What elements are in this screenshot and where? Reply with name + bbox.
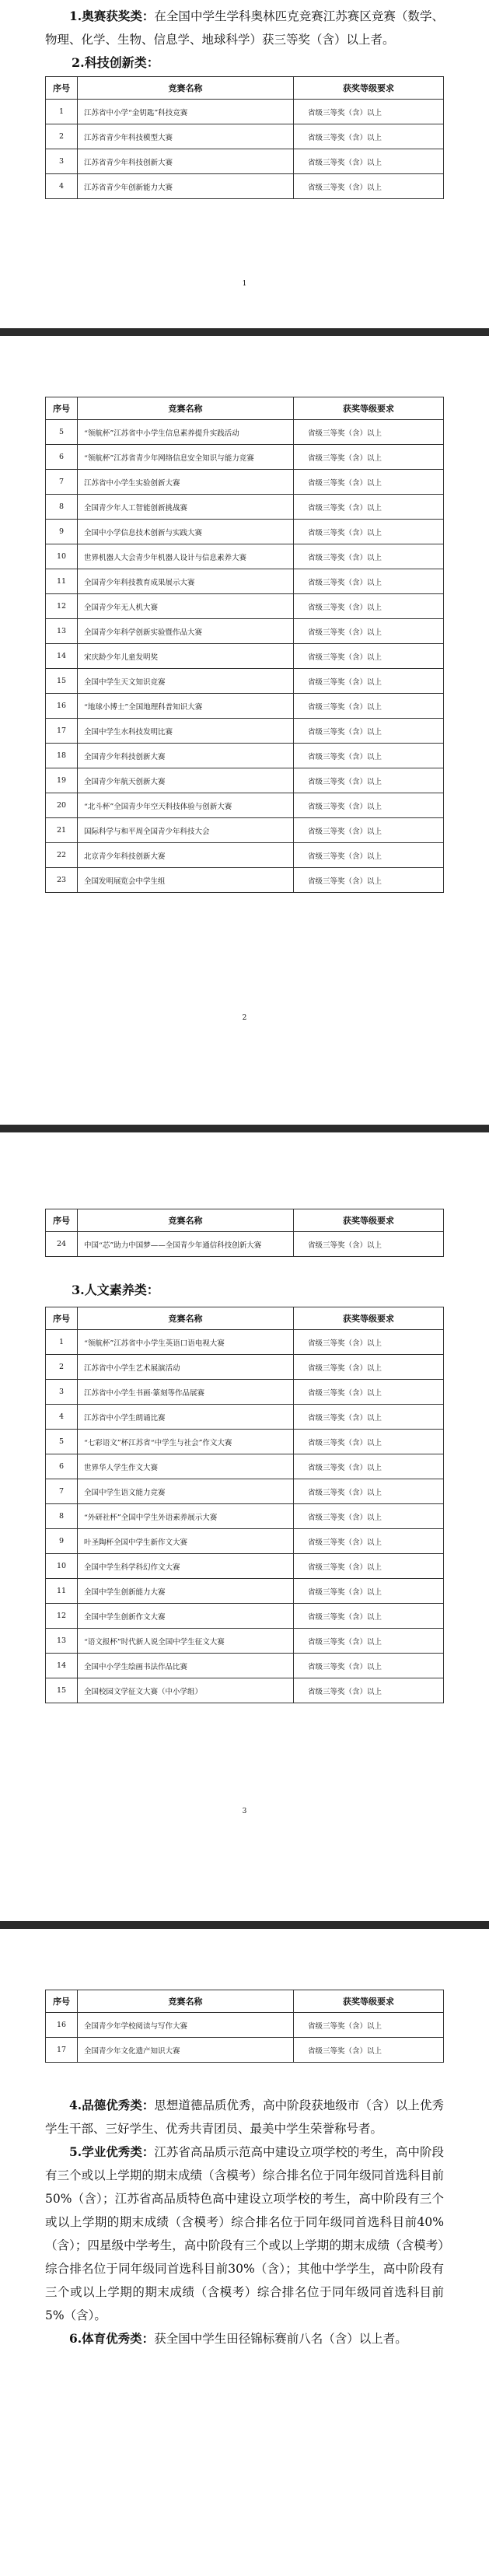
competition-name: 全国发明展览会中学生组 (78, 868, 294, 893)
humanities-table-part1 (45, 1307, 444, 1703)
award-level: 省级三等奖（含）以上 (294, 793, 444, 818)
competition-name: 江苏省中小学生艺术展演活动 (78, 1355, 294, 1380)
competition-name: 宋庆龄少年儿童发明奖 (78, 644, 294, 669)
academic-paragraph (45, 2140, 444, 2327)
row-number: 7 (46, 470, 78, 495)
row-number: 19 (46, 768, 78, 793)
row-number: 6 (46, 445, 78, 470)
award-level: 省级三等奖（含）以上 (294, 1430, 444, 1454)
award-level: 省级三等奖（含）以上 (294, 719, 444, 744)
competition-name: “领航杯”江苏省中小学生信息素养提升实践活动 (78, 420, 294, 445)
table-row (46, 843, 444, 868)
award-level: 省级三等奖（含）以上 (294, 544, 444, 569)
row-number: 13 (46, 619, 78, 644)
award-level: 省级三等奖（含）以上 (294, 1355, 444, 1380)
page-separator (0, 328, 489, 336)
olympiad-paragraph (45, 5, 444, 51)
award-level: 省级三等奖（含）以上 (294, 1405, 444, 1430)
row-number: 2 (46, 124, 78, 149)
award-level: 省级三等奖（含）以上 (294, 1678, 444, 1703)
award-level: 省级三等奖（含）以上 (294, 420, 444, 445)
award-level: 省级三等奖（含）以上 (294, 843, 444, 868)
row-number: 1 (46, 1330, 78, 1355)
award-level: 省级三等奖（含）以上 (294, 1604, 444, 1629)
row-number: 4 (46, 1405, 78, 1430)
award-level: 省级三等奖（含）以上 (294, 818, 444, 843)
award-level: 省级三等奖（含）以上 (294, 445, 444, 470)
award-level: 省级三等奖（含）以上 (294, 1380, 444, 1405)
table-row (46, 868, 444, 893)
table-row (46, 1629, 444, 1654)
competition-name: “七彩语文”杯江苏省“中学生与社会”作文大赛 (78, 1430, 294, 1454)
award-level: 省级三等奖（含）以上 (294, 868, 444, 893)
sports-paragraph (45, 2327, 444, 2350)
col-header-no: 序号 (46, 397, 78, 420)
col-header-level: 获奖等级要求 (294, 397, 444, 420)
award-level: 省级三等奖（含）以上 (294, 2038, 444, 2063)
award-level: 省级三等奖（含）以上 (294, 694, 444, 719)
table-row (46, 2038, 444, 2063)
competition-name: 江苏省青少年创新能力大赛 (78, 174, 294, 199)
award-level: 省级三等奖（含）以上 (294, 594, 444, 619)
moral-text: 思想道德品质优秀，高中阶段获地级市（含）以上优秀学生干部、三好学生、优秀共青团员、最美中学生荣誉称号者。 (45, 2098, 444, 2136)
award-level: 省级三等奖（含）以上 (294, 1232, 444, 1257)
table-row (46, 149, 444, 174)
award-level: 省级三等奖（含）以上 (294, 768, 444, 793)
competition-name: 全国中学生创新作文大赛 (78, 1604, 294, 1629)
table-row (46, 793, 444, 818)
competition-name: “领航杯”江苏省中小学生英语口语电视大赛 (78, 1330, 294, 1355)
page-number: 1 (242, 280, 247, 288)
award-level: 省级三等奖（含）以上 (294, 149, 444, 174)
row-number: 1 (46, 100, 78, 124)
moral-paragraph (45, 2094, 444, 2140)
table-row (46, 124, 444, 149)
table-row (46, 420, 444, 445)
award-level: 省级三等奖（含）以上 (294, 1579, 444, 1604)
page-separator (0, 1125, 489, 1132)
table-row (46, 1430, 444, 1454)
table-row (46, 1355, 444, 1380)
table-row (46, 1380, 444, 1405)
table-row (46, 619, 444, 644)
row-number: 16 (46, 694, 78, 719)
award-level: 省级三等奖（含）以上 (294, 520, 444, 544)
competition-name: 世界机器人大会青少年机器人设计与信息素养大赛 (78, 544, 294, 569)
table-row (46, 470, 444, 495)
row-number: 8 (46, 1504, 78, 1529)
competition-name: 全国青少年科学创新实验暨作品大赛 (78, 619, 294, 644)
row-number: 5 (46, 420, 78, 445)
table-row (46, 1579, 444, 1604)
award-level: 省级三等奖（含）以上 (294, 124, 444, 149)
row-number: 16 (46, 2013, 78, 2038)
competition-name: “语文报杯”时代新人说全国中学生征文大赛 (78, 1629, 294, 1654)
sports-lead: 6.体育优秀类： (69, 2331, 155, 2346)
row-number: 12 (46, 1604, 78, 1629)
table-row (46, 1454, 444, 1479)
competition-name: 全国青少年科技创新大赛 (78, 744, 294, 768)
award-level: 省级三等奖（含）以上 (294, 644, 444, 669)
award-level: 省级三等奖（含）以上 (294, 1529, 444, 1554)
competition-name: “外研社杯”全国中学生外语素养展示大赛 (78, 1504, 294, 1529)
table-row (46, 174, 444, 199)
page-3 (0, 1132, 489, 1921)
col-header-no: 序号 (46, 1990, 78, 2013)
humanities-heading: 3.人文素养类： (72, 1283, 159, 1297)
col-header-no: 序号 (46, 77, 78, 100)
table-row (46, 644, 444, 669)
competition-name: 江苏省中小学“金钥匙”科技竞赛 (78, 100, 294, 124)
page-number: 2 (242, 1014, 247, 1022)
col-header-level: 获奖等级要求 (294, 77, 444, 100)
row-number: 7 (46, 1479, 78, 1504)
competition-name: 世界华人学生作文大赛 (78, 1454, 294, 1479)
table-row (46, 569, 444, 594)
table-row (46, 1232, 444, 1257)
row-number: 21 (46, 818, 78, 843)
table-row (46, 1678, 444, 1703)
competition-name: “北斗杯”全国青少年空天科技体验与创新大赛 (78, 793, 294, 818)
tech-table-part3 (45, 1209, 444, 1257)
competition-name: 北京青少年科技创新大赛 (78, 843, 294, 868)
academic-lead: 5.学业优秀类： (69, 2144, 155, 2159)
tech-heading: 2.科技创新类： (72, 55, 159, 70)
competition-name: 全国中学生天文知识竞赛 (78, 669, 294, 694)
row-number: 4 (46, 174, 78, 199)
competition-name: 江苏省中小学生书画·篆刻等作品展赛 (78, 1380, 294, 1405)
row-number: 22 (46, 843, 78, 868)
award-level: 省级三等奖（含）以上 (294, 174, 444, 199)
competition-name: 江苏省中小学生朗诵比赛 (78, 1405, 294, 1430)
row-number: 3 (46, 1380, 78, 1405)
table-row (46, 744, 444, 768)
award-level: 省级三等奖（含）以上 (294, 1479, 444, 1504)
competition-name: 全国中学生科学科幻作文大赛 (78, 1554, 294, 1579)
row-number: 20 (46, 793, 78, 818)
row-number: 10 (46, 544, 78, 569)
sports-text: 获全国中学生田径锦标赛前八名（含）以上者。 (154, 2332, 407, 2346)
col-header-no: 序号 (46, 1209, 78, 1232)
competition-name: 叶圣陶杯全国中学生新作文大赛 (78, 1529, 294, 1554)
award-level: 省级三等奖（含）以上 (294, 1330, 444, 1355)
row-number: 17 (46, 719, 78, 744)
table-row (46, 495, 444, 520)
award-level: 省级三等奖（含）以上 (294, 1454, 444, 1479)
table-row (46, 1604, 444, 1629)
col-header-level: 获奖等级要求 (294, 1307, 444, 1330)
row-number: 15 (46, 1678, 78, 1703)
award-level: 省级三等奖（含）以上 (294, 744, 444, 768)
competition-name: 江苏省青少年科技模型大赛 (78, 124, 294, 149)
row-number: 23 (46, 868, 78, 893)
table-row (46, 1654, 444, 1678)
moral-lead: 4.品德优秀类： (69, 2098, 155, 2112)
competition-name: 全国中小学信息技术创新与实践大赛 (78, 520, 294, 544)
olympiad-lead: 1.奥赛获奖类： (69, 9, 155, 23)
competition-name: “地球小博士”全国地理科普知识大赛 (78, 694, 294, 719)
page-2 (0, 336, 489, 1125)
competition-name: 中国“芯”助力中国梦——全国青少年通信科技创新大赛 (78, 1232, 294, 1257)
award-level: 省级三等奖（含）以上 (294, 619, 444, 644)
col-header-level: 获奖等级要求 (294, 1209, 444, 1232)
award-level: 省级三等奖（含）以上 (294, 470, 444, 495)
award-level: 省级三等奖（含）以上 (294, 1554, 444, 1579)
competition-name: 全国中学生创新能力大赛 (78, 1579, 294, 1604)
page-number: 3 (242, 1808, 247, 1815)
competition-name: 国际科学与和平周全国青少年科技大会 (78, 818, 294, 843)
competition-name: 全国青少年文化遗产知识大赛 (78, 2038, 294, 2063)
tech-table-part2 (45, 397, 444, 893)
col-header-name: 竞赛名称 (78, 77, 294, 100)
competition-name: 江苏省青少年科技创新大赛 (78, 149, 294, 174)
competition-name: “领航杯”江苏省青少年网络信息安全知识与能力竞赛 (78, 445, 294, 470)
col-header-name: 竞赛名称 (78, 1209, 294, 1232)
table-row (46, 1405, 444, 1430)
col-header-no: 序号 (46, 1307, 78, 1330)
competition-name: 全国中学生语文能力竞赛 (78, 1479, 294, 1504)
col-header-name: 竞赛名称 (78, 397, 294, 420)
award-level: 省级三等奖（含）以上 (294, 569, 444, 594)
competition-name: 全国校园文学征文大赛（中小学组） (78, 1678, 294, 1703)
table-row (46, 594, 444, 619)
row-number: 9 (46, 520, 78, 544)
page-1 (0, 0, 489, 328)
competition-name: 全国青少年无人机大赛 (78, 594, 294, 619)
table-row (46, 1529, 444, 1554)
table-row (46, 445, 444, 470)
olympiad-text: 在全国中学生学科奥林匹克竞赛江苏赛区竞赛（数学、物理、化学、生物、信息学、地球科学）获三等奖（含）以上者。 (45, 9, 444, 47)
table-row (46, 694, 444, 719)
table-row (46, 669, 444, 694)
table-row (46, 818, 444, 843)
award-level: 省级三等奖（含）以上 (294, 669, 444, 694)
row-number: 17 (46, 2038, 78, 2063)
award-level: 省级三等奖（含）以上 (294, 495, 444, 520)
table-row (46, 768, 444, 793)
table-row (46, 1330, 444, 1355)
competition-name: 全国中小学生绘画书法作品比赛 (78, 1654, 294, 1678)
row-number: 11 (46, 569, 78, 594)
award-level: 省级三等奖（含）以上 (294, 100, 444, 124)
competition-name: 全国青少年航天创新大赛 (78, 768, 294, 793)
award-level: 省级三等奖（含）以上 (294, 2013, 444, 2038)
page-4 (0, 1929, 489, 2576)
row-number: 2 (46, 1355, 78, 1380)
row-number: 6 (46, 1454, 78, 1479)
page-separator (0, 1921, 489, 1929)
academic-text: 江苏省高品质示范高中建设立项学校的考生，高中阶段有三个或以上学期的期末成绩（含模考）综合排名位于同年级同首选科目前50%（含）；江苏省高品质特色高中建设立项学校的考生，高中阶段有三个或以上学期的期末成绩（含模考）综合排名位于同年级同首选科目前40%（含）；四星级中学考生，高中阶段有三个或以上学期的期末成绩（含模考）综合排名位于同年级同首选科目前30%（含）；其他中学学生，高中阶段有三个或以上学期的期末成绩（含模考）综合排名位于同年级同首选科目前5%（含）。 (45, 2145, 444, 2322)
table-row (46, 1479, 444, 1504)
table-row (46, 1554, 444, 1579)
row-number: 10 (46, 1554, 78, 1579)
col-header-level: 获奖等级要求 (294, 1990, 444, 2013)
award-level: 省级三等奖（含）以上 (294, 1654, 444, 1678)
award-level: 省级三等奖（含）以上 (294, 1504, 444, 1529)
competition-name: 全国青少年人工智能创新挑战赛 (78, 495, 294, 520)
row-number: 14 (46, 1654, 78, 1678)
tech-table-part1 (45, 76, 444, 199)
row-number: 24 (46, 1232, 78, 1257)
row-number: 13 (46, 1629, 78, 1654)
competition-name: 全国青少年科技教育成果展示大赛 (78, 569, 294, 594)
table-row (46, 2013, 444, 2038)
row-number: 11 (46, 1579, 78, 1604)
humanities-table-part2 (45, 1990, 444, 2063)
table-row (46, 520, 444, 544)
table-row (46, 1504, 444, 1529)
row-number: 9 (46, 1529, 78, 1554)
row-number: 14 (46, 644, 78, 669)
row-number: 15 (46, 669, 78, 694)
row-number: 5 (46, 1430, 78, 1454)
table-row (46, 100, 444, 124)
row-number: 18 (46, 744, 78, 768)
award-level: 省级三等奖（含）以上 (294, 1629, 444, 1654)
col-header-name: 竞赛名称 (78, 1307, 294, 1330)
competition-name: 江苏省中小学生实验创新大赛 (78, 470, 294, 495)
competition-name: 全国中学生水科技发明比赛 (78, 719, 294, 744)
col-header-name: 竞赛名称 (78, 1990, 294, 2013)
row-number: 12 (46, 594, 78, 619)
row-number: 3 (46, 149, 78, 174)
table-row (46, 544, 444, 569)
table-row (46, 719, 444, 744)
competition-name: 全国青少年学校阅读与写作大赛 (78, 2013, 294, 2038)
row-number: 8 (46, 495, 78, 520)
